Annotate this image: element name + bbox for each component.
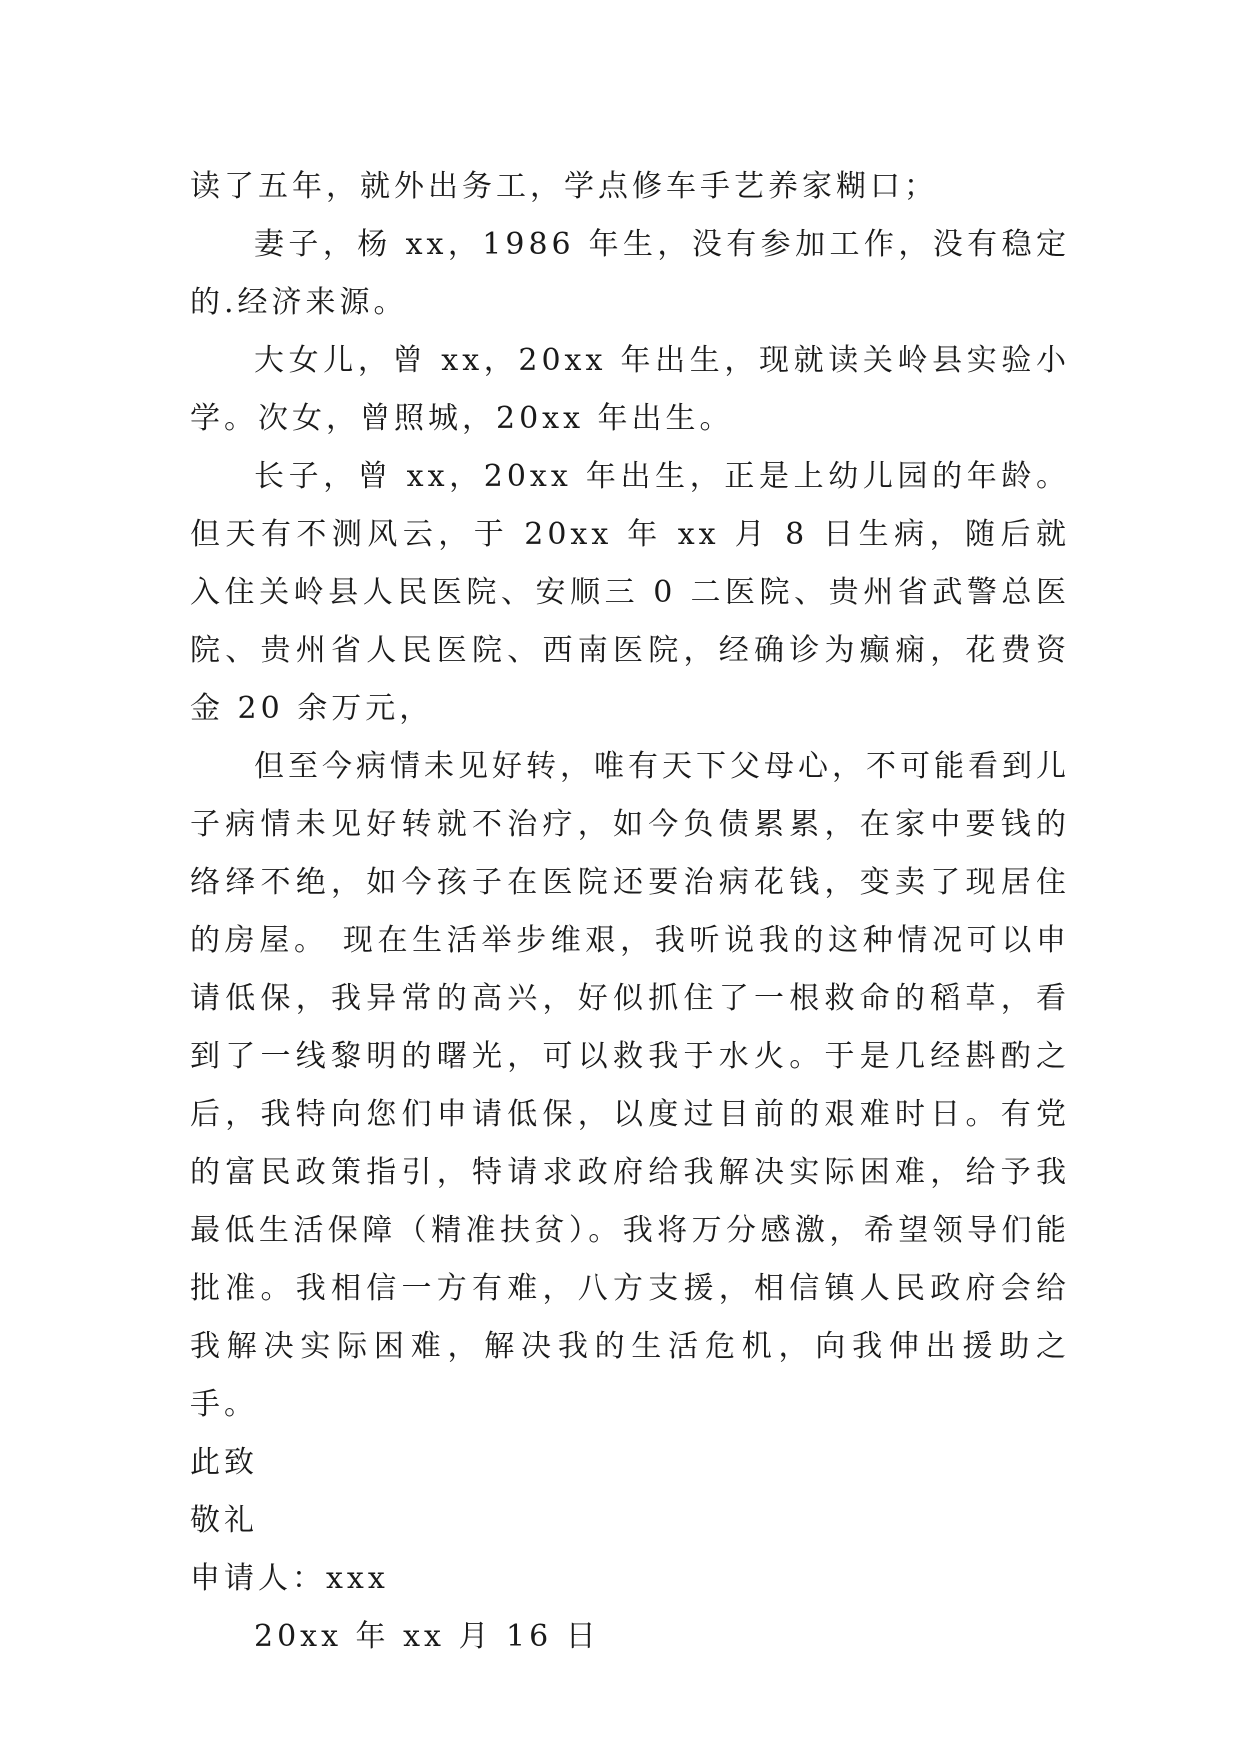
letter-body: [190, 158, 1070, 1666]
paragraph-daughters: 大女儿，曾 xx，20xx 年出生，现就读关岭县实验小学。次女，曾照城，20xx 年出生。: [190, 343, 1070, 436]
letter-date: 20xx 年 xx 月 16 日: [254, 1619, 600, 1654]
closing-regards: 敬礼: [190, 1503, 258, 1538]
closing-salutation: 此致: [190, 1445, 258, 1480]
applicant-signature: 申请人：xxx: [190, 1561, 389, 1596]
paragraph-son-illness: 长子，曾 xx，20xx 年出生，正是上幼儿园的年龄。但天有不测风云，于 20xx 年 xx 月 8 日生病，随后就入住关岭县人民医院、安顺三 0 二医院、贵州省武警总医院、贵州省人民医院、西南医院，经确诊为癫痫，花费资金 20 余万元，: [190, 459, 1070, 726]
paragraph-education: 读了五年，就外出务工，学点修车手艺养家糊口；: [190, 169, 938, 204]
paragraph-request: 但至今病情未见好转，唯有天下父母心，不可能看到儿子病情未见好转就不治疗，如今负债累累，在家中要钱的络绎不绝，如今孩子在医院还要治病花钱，变卖了现居住的房屋。 现在生活举步维艰，我听说我的这种情况可以申请低保，我异常的高兴，好似抓住了一根救命的稻草，看到了一线黎明的曙光，可以救我于水火。于是几经斟酌之后，我特向您们申请低保，以度过目前的艰难时日。有党的富民政策指引，特请求政府给我解决实际困难，给予我最低生活保障（精准扶贫）。我将万分感激，希望领导们能批准。我相信一方有难，八方支援，相信镇人民政府会给我解决实际困难，解决我的生活危机，向我伸出援助之手。: [190, 749, 1070, 1422]
paragraph-wife: 妻子，杨 xx，1986 年生，没有参加工作，没有稳定的.经济来源。: [190, 227, 1070, 320]
